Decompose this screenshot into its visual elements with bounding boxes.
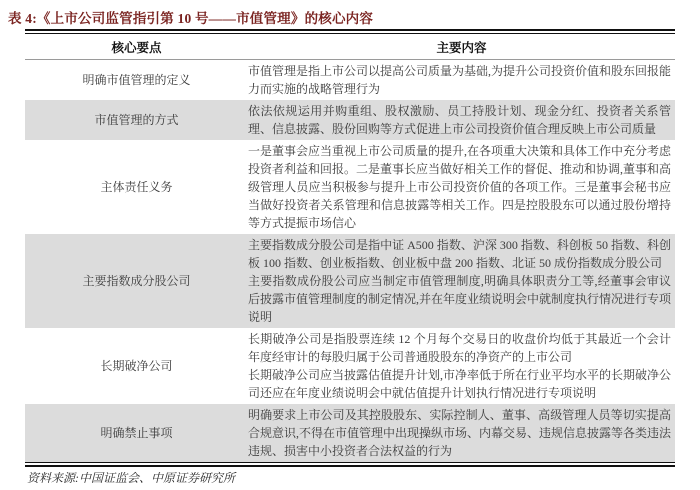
- row-key-label: 长期破净公司: [100, 359, 173, 373]
- table-row: [25, 234, 675, 328]
- row-content: [248, 142, 675, 232]
- row-content: [248, 62, 675, 98]
- content-table: [25, 29, 675, 467]
- content-paragraph: 长期破净公司应当披露估值提升计划,市净率低于所在行业平均水平的长期破净公司还应在年度业绩说明会中就估值提升计划执行情况进行专项说明: [248, 368, 672, 400]
- table-caption: 表 4:《上市公司监管指引第 10 号——市值管理》的核心内容: [8, 11, 374, 26]
- bottom-rule-thick: [25, 465, 675, 467]
- row-content: [248, 236, 675, 326]
- row-key-label: 主体责任义务: [100, 180, 173, 194]
- row-content: [248, 406, 675, 460]
- row-key-label: 明确市值管理的定义: [82, 73, 191, 87]
- row-content: [248, 102, 675, 138]
- row-key-label: 市值管理的方式: [94, 113, 179, 127]
- header-key-points: 核心要点: [111, 41, 162, 55]
- content-paragraph: 主要指数成分股公司是指中证 A500 指数、沪深 300 指数、科创板 50 指数、科创板 100 指数、创业板指数、创业板中盘 200 指数、北证 50 成份指数成分股公司: [248, 238, 671, 270]
- table-row: [25, 328, 675, 404]
- source-note: 资料来源:中国证监会、中原证券研究所: [27, 471, 235, 485]
- content-paragraph: 一是董事会应当重视上市公司质量的提升,在各项重大决策和具体工作中充分考虑投资者利益和回报。二是董事长应当做好相关工作的督促、推动和协调,董事和高级管理人员应当积极参与提升上市公司投资价值的各项工作。三是董事会秘书应当做好投资者关系管理和信息披露等相关工作。四是控股股东可以通过股份增持等方式提振市场信心: [248, 144, 672, 230]
- row-content: [248, 330, 675, 402]
- table-row: [25, 100, 675, 140]
- row-key-label: 明确禁止事项: [100, 426, 173, 440]
- table-row: [25, 404, 675, 462]
- table-row: [25, 140, 675, 234]
- row-key-label: 主要指数成分股公司: [82, 274, 191, 288]
- table-row: [25, 60, 675, 100]
- content-paragraph: 依法依规运用并购重组、股权激励、员工持股计划、现金分红、投资者关系管理、信息披露、股份回购等方式促进上市公司投资价值合理反映上市公司质量: [248, 104, 671, 136]
- content-paragraph: 市值管理是指上市公司以提高公司质量为基础,为提升公司投资价值和股东回报能力而实施的战略管理行为: [248, 64, 672, 96]
- content-paragraph: 长期破净公司是指股票连续 12 个月每个交易日的收盘价均低于其最近一个会计年度经审计的每股归属于公司普通股股东的净资产的上市公司: [248, 332, 671, 364]
- content-paragraph: 明确要求上市公司及其控股股东、实际控制人、董事、高级管理人员等切实提高合规意识,不得在市值管理中出现操纵市场、内幕交易、违规信息披露等各类违法违规、损害中小投资者合法权益的行为: [248, 408, 672, 458]
- content-paragraph: 主要指数成份股公司应当制定市值管理制度,明确具体职责分工等,经董事会审议后披露市值管理制度的制定情况,并在年度业绩说明会中就制度执行情况进行专项说明: [248, 274, 672, 324]
- header-main-content: 主要内容: [436, 41, 487, 55]
- table-header-row: [25, 34, 675, 60]
